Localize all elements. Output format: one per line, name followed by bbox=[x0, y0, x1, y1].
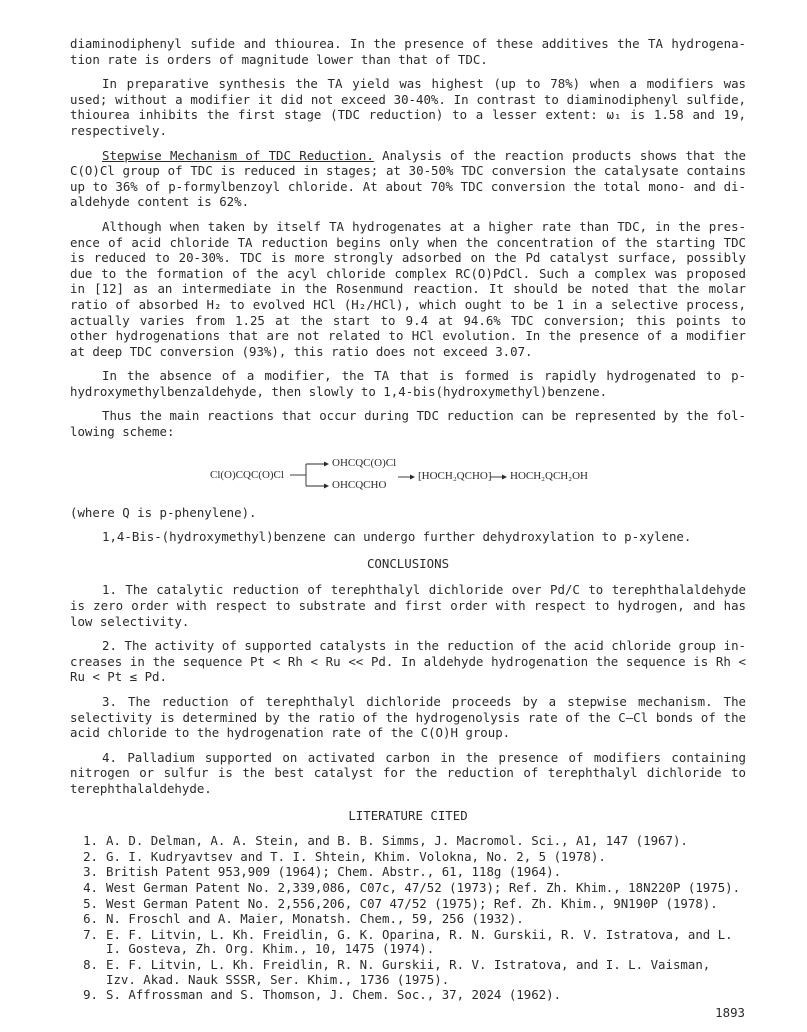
reference-text: A. D. Delman, A. A. Stein, and B. B. Simms, J. Macromol. Sci., A1, 147 (1967). bbox=[106, 833, 688, 849]
conclusion-item: 1. The catalytic reduction of terephthalyl dichloride over Pd/C to terephthalaldehyde is zero order with respect to substrate and first order with respect to hydrogen, and has low selectivity. bbox=[70, 582, 746, 629]
reference-number: 1. bbox=[83, 833, 98, 849]
literature-heading: LITERATURE CITED bbox=[348, 807, 468, 823]
scheme-branch-bottom: OHCQCHO bbox=[332, 478, 387, 491]
scheme-intermediate: [HOCH₂QCHO] bbox=[418, 469, 492, 482]
reference-text: G. I. Kudryavtsev and T. I. Shtein, Khim. Volokna, No. 2, 5 (1978). bbox=[106, 848, 606, 864]
scheme-branch-arrows bbox=[70, 456, 746, 496]
reference-number: 5. bbox=[83, 895, 98, 911]
reference-item bbox=[70, 912, 746, 927]
reference-number: 7. bbox=[83, 926, 98, 942]
body-paragraph: Thus the main reactions that occur during TDC reduction can be represented by the fol-lowing scheme: bbox=[70, 408, 746, 440]
scheme-final-product: HOCH₂QCH₂OH bbox=[510, 469, 588, 482]
where-note: (where Q is p-phenylene). bbox=[70, 504, 257, 520]
reference-text: British Patent 953,909 (1964); Chem. Abstr., 61, 118g (1964). bbox=[106, 864, 562, 880]
page-body bbox=[70, 36, 746, 1004]
reference-text: West German Patent No. 2,556,206, C07 47/52 (1975); Ref. Zh. Khim., 9N190P (1978). bbox=[106, 895, 718, 911]
reference-item bbox=[70, 928, 746, 957]
reference-item bbox=[70, 881, 746, 896]
reference-number: 8. bbox=[83, 956, 98, 972]
reference-number: 3. bbox=[83, 864, 98, 880]
reference-number: 4. bbox=[83, 879, 98, 895]
reference-list bbox=[70, 834, 746, 1003]
body-paragraph: In preparative synthesis the TA yield was highest (up to 78%) when a modifiers was used; without a modifier it did not exceed 30-40%. In contrast to diaminodiphenyl sulfide, thiourea inhibits the first stage (TDC reduction) to a lesser extent: ω₁ is 1.58 and 19, respectively. bbox=[70, 76, 746, 138]
body-paragraph: diaminodiphenyl sufide and thiourea. In the presence of these additives the TA hydrogena-tion rate is orders of magnitude lower than that of TDC. bbox=[70, 36, 746, 67]
reference-number: 6. bbox=[83, 911, 98, 927]
reference-item bbox=[70, 865, 746, 880]
body-paragraph: 1,4-Bis-(hydroxymethyl)benzene can undergo further dehydroxylation to p-xylene. bbox=[102, 529, 692, 545]
conclusion-item: 2. The activity of supported catalysts in the reduction of the acid chloride group in-creases in the sequence Pt < Rh < Ru << Pd. In aldehyde hydrogenation the sequence is Rh < Ru < Pt ≤ Pd. bbox=[70, 638, 746, 685]
conclusion-item: 3. The reduction of terephthalyl dichloride proceeds by a stepwise mechanism. The selectivity is determined by the ratio of the hydrogenolysis rate of the C—Cl bonds of the acid chloride to the hydrogenation rate of the C(O)H group. bbox=[70, 694, 746, 741]
scheme-branch-top: OHCQC(O)Cl bbox=[332, 456, 397, 469]
reference-item bbox=[70, 850, 746, 865]
reaction-scheme bbox=[70, 456, 746, 496]
reference-number: 9. bbox=[83, 987, 98, 1003]
stepwise-mechanism-paragraph bbox=[70, 148, 746, 210]
reference-text: N. Froschl and A. Maier, Monatsh. Chem., 59, 256 (1932). bbox=[106, 911, 524, 927]
page-number: 1893 bbox=[715, 1005, 745, 1020]
body-paragraph: In the absence of a modifier, the TA that is formed is rapidly hydrogenated to p-hydroxymethylbenzaldehyde, then slowly to 1,4-bis(hydroxymethyl)benzene. bbox=[70, 368, 746, 399]
reference-item bbox=[70, 988, 746, 1003]
reference-text: West German Patent No. 2,339,086, C07c, 47/52 (1973); Ref. Zh. Khim., 18N220P (1975). bbox=[106, 879, 741, 895]
reference-number: 2. bbox=[83, 848, 98, 864]
body-paragraph: Although when taken by itself TA hydrogenates at a higher rate than TDC, in the pres-ence of acid chloride TA reduction begins only when the concentration of the starting TDC is reduced to 20-30%. TDC is more strongly adsorbed on the Pd catalyst surface, possibly due to the formation of the acyl chloride complex RC(O)PdCl. Such a complex was proposed in [12] as an intermediate in the Rosenmund reaction. It should be noted that the molar ratio of absorbed H₂ to evolved HCl (H₂/HCl), which ought to be 1 in a selective process, actually varies from 1.25 at the start to 9.4 at 94.6% TDC conversion; this points to other hydrogenations that are not related to HCl evolution. In the presence of a modifier at deep TDC conversion (93%), this ratio does not exceed 3.07. bbox=[70, 218, 746, 359]
reference-item bbox=[70, 958, 746, 987]
reference-text: E. F. Litvin, L. Kh. Freidlin, G. K. Oparina, R. N. Gurskii, R. V. Istratova, and L. I. Gosteva, Zh. Org. Khim., 10, 1475 (1974). bbox=[106, 926, 733, 957]
section-run-in-title: Stepwise Mechanism of TDC Reduction. bbox=[102, 147, 374, 163]
section-text: Analysis of the reaction products shows that the C(O)Cl group of TDC is reduced in stages; at 30-50% TDC conversion the catalysate contains up to 36% of p-formylbenzoyl chloride. At about 70% TDC conversion the total mono- and di-aldehyde content is 62%. bbox=[70, 147, 746, 210]
conclusion-item: 4. Palladium supported on activated carbon in the presence of modifiers containing nitrogen or sulfur is the best catalyst for the reduction of terephthalyl dichloride to terephthalaldehyde. bbox=[70, 749, 746, 796]
conclusions-heading: CONCLUSIONS bbox=[366, 555, 450, 571]
reference-text: E. F. Litvin, L. Kh. Freidlin, R. N. Gurskii, R. V. Istratova, and I. L. Vaisman, Izv. Akad. Nauk SSSR, Ser. Khim., 1736 (1975). bbox=[106, 956, 711, 987]
reference-item bbox=[70, 834, 746, 849]
reference-text: S. Affrossman and S. Thomson, J. Chem. Soc., 37, 2024 (1962). bbox=[106, 987, 562, 1003]
scheme-start-compound: Cl(O)CQC(O)Cl bbox=[210, 468, 284, 481]
reference-item bbox=[70, 897, 746, 912]
